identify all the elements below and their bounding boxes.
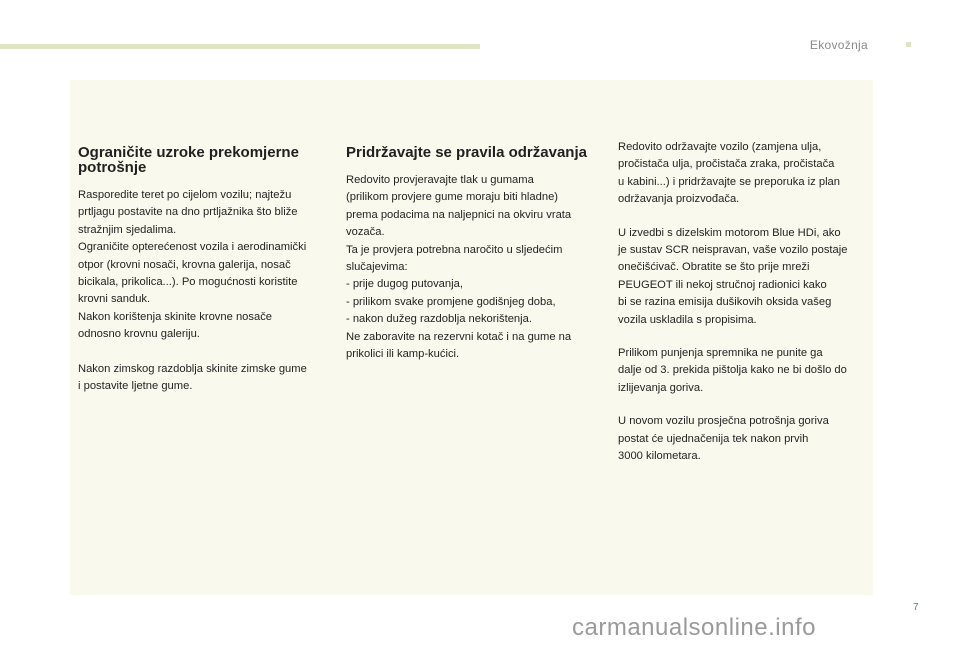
paragraph-refuel: Prilikom punjenja spremnika ne punite ga dalje od 3. prekida pištolja kako ne bi došlo do izlijevanja goriva.	[618, 347, 847, 394]
heading-consumption: Ograničite uzroke prekomjerne potrošnje	[78, 144, 299, 176]
page-number: 7	[913, 602, 919, 613]
paragraph-new-vehicle: U novom vozilu prosječna potrošnja goriva postat će ujednačenija tek nakon prvih 3000 kilometara.	[618, 415, 829, 463]
section-marker	[906, 42, 911, 47]
paragraph-service: Redovito održavajte vozilo (zamjena ulja, pročistača ulja, pročistača zraka, pročistača u kabini...) i pridržavajte se preporuka iz plan održavanja proizvođača.	[618, 141, 840, 206]
column-consumption	[78, 145, 328, 395]
column-service	[618, 139, 868, 466]
paragraph-scr: U izvedbi s dizelskim motorom Blue HDi, ako je sustav SCR neispravan, vaše vozilo postaje onečišćivač. Obratite se što prije mreži PEUGEOT ili nekoj stručnoj radionici kako bi se razina emisija dušikovih oksida vašeg vozila uskladila s propisima.	[618, 226, 848, 326]
heading-maintenance: Pridržavajte se pravila održavanja	[346, 144, 587, 161]
watermark: carmanualsonline.info	[572, 614, 816, 641]
paragraph-pressure: Redovito provjeravajte tlak u gumama (prilikom provjere gume moraju biti hladne) prema podacima na naljepnici na okviru vrata vozača. Ta je provjera potrebna naročito u sljedećim slučajevima: - prije dugog putovanja, - prilikom svake promjene godišnjeg doba, - nakon dužeg razdoblja nekorištenja. Ne zaboravite na rezervni kotač i na gume na prikolici ili kamp-kućici.	[346, 174, 572, 361]
section-title: Ekovožnja	[809, 38, 868, 52]
column-maintenance	[346, 145, 596, 363]
paragraph-tyres: Nakon zimskog razdoblja skinite zimske gume i postavite ljetne gume.	[78, 362, 307, 393]
paragraph-load: Rasporedite teret po cijelom vozilu; najtežu prtljagu postavite na dno prtljažnika što bliže stražnjim sjedalima. Ograničite opterećenost vozila i aerodinamički otpor (krovni nosači, krovna galerija, nosač bicikala, prikolica...). Po mogućnosti koristite krovni sanduk. Nakon korištenja skinite krovne nosače odnosno krovnu galeriju.	[78, 189, 307, 341]
header-accent-bar	[0, 44, 480, 49]
